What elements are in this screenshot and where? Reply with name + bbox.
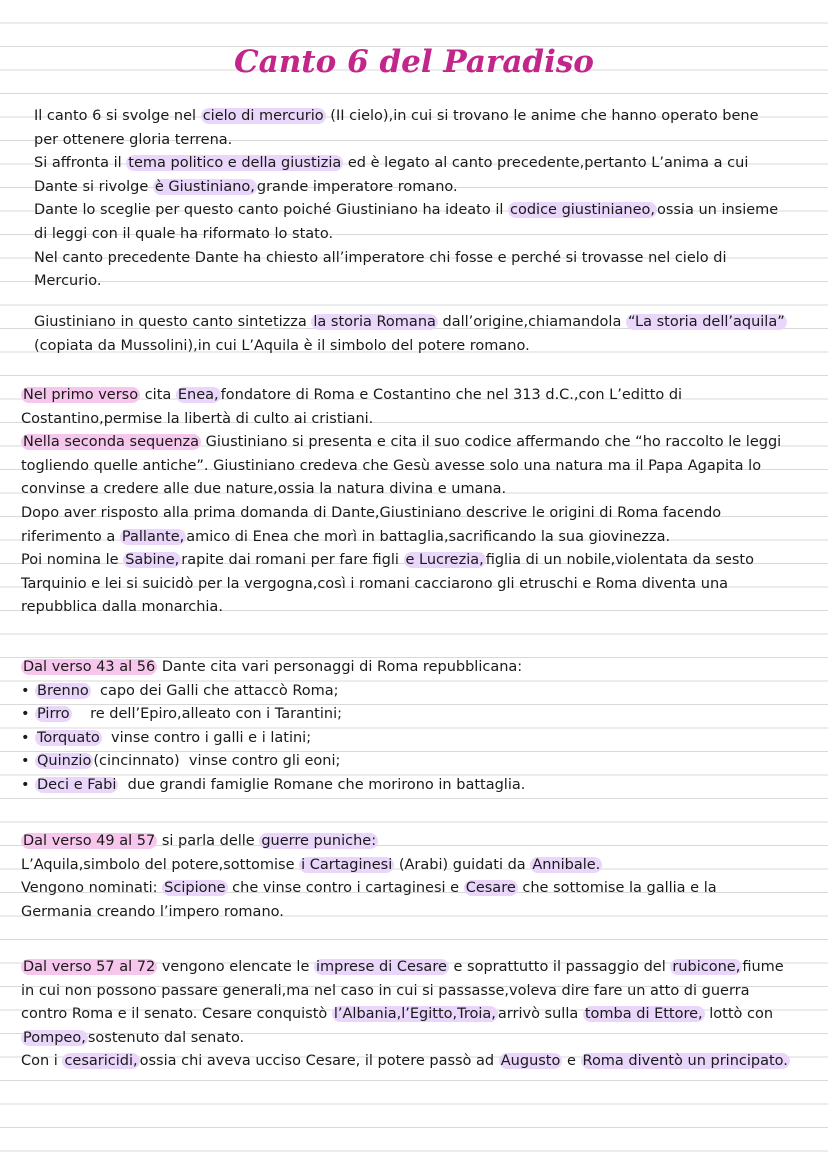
text-line: Nel canto precedente Dante ha chiesto all’imperatore chi fosse e perché si trovasse nel cielo di <box>34 249 727 266</box>
list-item: • Torquato vinse contro i galli e i latini; <box>21 727 525 751</box>
bullet-icon: • <box>21 706 30 723</box>
text-line: Nel primo verso cita Enea, fondatore di Roma e Costantino che nel 313 d.C.,con L’editto di <box>23 387 683 403</box>
text-line: Dante lo sceglie per questo canto poiché Giustiniano ha ideato il codice giustinianeo, ossia un insieme <box>34 202 779 219</box>
highlight-tomba-ettore: tomba di Ettore, <box>584 1006 703 1023</box>
highlight-principato: Roma diventò un principato. <box>582 1053 788 1070</box>
highlight-cielo-mercurio: cielo di mercurio <box>202 108 324 124</box>
list-item: • Quinzio (cincinnato) vinse contro gli eoni; <box>21 750 525 774</box>
highlight-cartaginesi: i Cartaginesi <box>301 856 393 873</box>
highlight-cesaricidi: cesaricidi, <box>64 1053 138 1070</box>
text-line: convinse a credere alle due nature,ossia la natura divina e umana. <box>21 481 507 498</box>
list-item: • Deci e Fabi due grandi famiglie Romane che morirono in battaglia. <box>21 774 525 798</box>
paragraph-personaggi <box>21 656 525 798</box>
bullet-icon: • <box>21 776 30 793</box>
text-line: Costantino,permise la libertà di culto ai cristiani. <box>21 410 374 427</box>
bullet-icon: • <box>21 682 30 699</box>
highlight-codice: codice giustinianeo, <box>510 202 655 219</box>
highlight-storia-romana: la storia Romana <box>313 314 436 330</box>
highlight-verso-57-72: Dal verso 57 al 72 <box>23 959 156 975</box>
text-line: per ottenere gloria terrena. <box>34 131 233 148</box>
text-line: Nella seconda sequenza Giustiniano si presenta e cita il suo codice affermando che “ho raccolto le leggi <box>23 434 782 451</box>
paragraph-guerre-puniche <box>21 830 717 924</box>
text-line: Si affronta il tema politico e della giustizia ed è legato al canto precedente,pertanto L’anima a cui <box>34 155 749 172</box>
text-line: Vengono nominati: Scipione che vinse contro i cartaginesi e Cesare che sottomise la gallia e la <box>21 880 717 897</box>
text-line: Dal verso 49 al 57 si parla delle guerre puniche: <box>23 833 377 849</box>
page-title: Canto 6 del Paradiso <box>234 44 594 80</box>
highlight-augusto: Augusto <box>500 1053 561 1070</box>
text-line: togliendo quelle antiche”. Giustiniano credeva che Gesù avesse solo una natura ma il Papa Agapita lo <box>21 457 762 474</box>
paragraph-cesare <box>21 956 790 1074</box>
text-line: contro Roma e il senato. Cesare conquistò l’Albania,l’Egitto,Troia, arrivò sulla tomba di Ettore, lottò con <box>21 1006 774 1023</box>
highlight-giustiniano: è Giustiniano, <box>154 178 255 195</box>
text-line: Poi nomina le Sabine, rapite dai romani per fare figli e Lucrezia, figlia di un nobile,violentata da sesto <box>21 552 754 569</box>
highlight-guerre-puniche: guerre puniche: <box>261 833 377 849</box>
text-line: riferimento a Pallante, amico di Enea che morì in battaglia,sacrificando la sua giovinezza. <box>21 528 671 545</box>
text-line: Tarquinio e lei si suicidò per la vergogna,così i romani cacciarono gli etruschi e Roma diventa una <box>21 575 729 592</box>
highlight-primo-verso: Nel primo verso <box>23 387 139 403</box>
text-line: Mercurio. <box>34 273 102 290</box>
text-line: (copiata da Mussolini),in cui L’Aquila è il simbolo del potere romano. <box>34 337 530 354</box>
paragraph-primo-verso <box>21 384 781 620</box>
highlight-lucrezia: e Lucrezia, <box>405 552 484 569</box>
text-line: Pompeo, sostenuto dal senato. <box>23 1029 245 1046</box>
bullet-icon: • <box>21 753 30 770</box>
text-line: repubblica dalla monarchia. <box>21 599 223 616</box>
text-line: Dante si rivolge è Giustiniano, grande imperatore romano. <box>34 178 458 195</box>
highlight-scipione: Scipione <box>164 880 226 897</box>
highlight-enea: Enea, <box>177 387 219 403</box>
highlight-tema-politico: tema politico e della giustizia <box>128 155 342 172</box>
highlight-torquato: Torquato <box>37 729 100 746</box>
text-line: di leggi con il quale ha riformato lo stato. <box>34 225 334 242</box>
list-item: • Brenno capo dei Galli che attaccò Roma; <box>21 680 525 704</box>
highlight-conquiste: l’Albania,l’Egitto,Troia, <box>333 1006 496 1023</box>
highlight-storia-aquila: “La storia dell’aquila” <box>627 314 785 330</box>
highlight-imprese-cesare: imprese di Cesare <box>315 959 447 975</box>
bullet-icon: • <box>21 729 30 746</box>
highlight-pallante: Pallante, <box>121 528 185 545</box>
highlight-deci-fabi: Deci e Fabi <box>37 776 117 793</box>
highlight-cesare: Cesare <box>465 880 516 897</box>
highlight-quinzio: Quinzio <box>37 753 92 770</box>
list-item: • Pirro re dell’Epiro,alleato con i Tarantini; <box>21 703 525 727</box>
highlight-verso-43-56: Dal verso 43 al 56 <box>23 659 156 675</box>
text-line: Dal verso 43 al 56 Dante cita vari personaggi di Roma repubblicana: <box>23 659 523 675</box>
highlight-annibale: Annibale. <box>532 856 601 873</box>
text-line: Germania creando l’impero romano. <box>21 903 284 920</box>
highlight-brenno: Brenno <box>37 682 89 699</box>
text-line: L’Aquila,simbolo del potere,sottomise i Cartaginesi (Arabi) guidati da Annibale. <box>21 856 601 873</box>
paragraph-storia-romana <box>34 311 787 358</box>
highlight-pompeo: Pompeo, <box>23 1029 86 1046</box>
highlight-sabine: Sabine, <box>125 552 180 569</box>
highlight-verso-49-57: Dal verso 49 al 57 <box>23 833 156 849</box>
text-line: in cui non possono passare generali,ma nel caso in cui si passasse,voleva dire fare un atto di guerra <box>21 982 750 999</box>
text-line: Con i cesaricidi, ossia chi aveva ucciso Cesare, il potere passò ad Augusto e Roma diventò un principato. <box>21 1053 788 1070</box>
highlight-rubicone: rubicone, <box>672 959 741 975</box>
text-line: Dopo aver risposto alla prima domanda di Dante,Giustiniano descrive le origini di Roma facendo <box>21 504 722 521</box>
text-line: Giustiniano in questo canto sintetizza la storia Romana dall’origine,chiamandola “La storia dell’aquila” <box>34 314 785 330</box>
highlight-seconda-sequenza: Nella seconda sequenza <box>23 434 200 451</box>
text-line: Dal verso 57 al 72 vengono elencate le imprese di Cesare e soprattutto il passaggio del rubicone, fiume <box>23 959 784 975</box>
highlight-pirro: Pirro <box>37 706 70 723</box>
paragraph-intro <box>34 105 778 294</box>
text-line: Il canto 6 si svolge nel cielo di mercurio (II cielo),in cui si trovano le anime che hanno operato bene <box>34 108 759 124</box>
